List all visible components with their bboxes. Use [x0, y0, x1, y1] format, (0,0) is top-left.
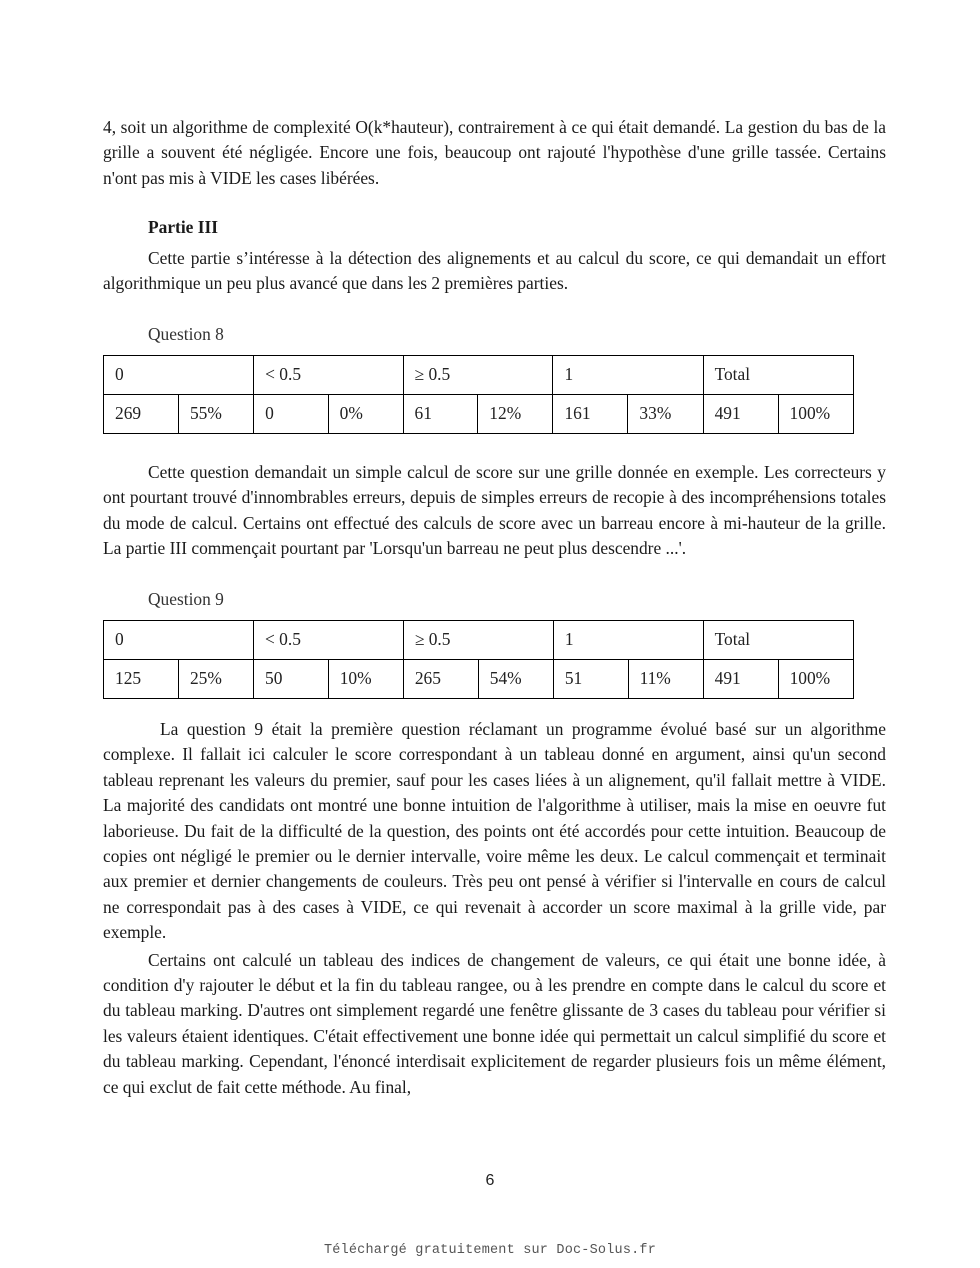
question-8-table: [103, 355, 854, 434]
table-cell: 125: [104, 659, 179, 698]
table-cell: 61: [403, 394, 478, 433]
page-number: 6: [485, 1172, 495, 1189]
table-cell: 33%: [628, 394, 703, 433]
table-cell: 55%: [178, 394, 253, 433]
table-row: [104, 659, 854, 698]
table-cell: 265: [403, 659, 478, 698]
table-cell: 11%: [628, 659, 703, 698]
question-8-label: Question 8: [148, 324, 224, 345]
table-header-cell: ≥ 0.5: [403, 620, 553, 659]
table-cell: 50: [254, 659, 329, 698]
table-cell: 100%: [778, 659, 853, 698]
question-9-label: Question 9: [148, 589, 224, 610]
paragraph-partie-intro: Cette partie s’intéresse à la détection des alignements et au calcul du score, ce qui demandait un effort algorithmique un peu plus avancé que dans les 2 premières parties.: [103, 247, 886, 294]
table-header-cell: 1: [553, 355, 703, 394]
table-header-row: [104, 620, 854, 659]
table-cell: 51: [553, 659, 628, 698]
page-body: [103, 115, 886, 1100]
table-header-cell: 0: [104, 620, 254, 659]
table-cell: 161: [553, 394, 628, 433]
table-cell: 25%: [178, 659, 253, 698]
table-cell: 10%: [328, 659, 403, 698]
table-cell: 269: [104, 394, 179, 433]
table-row: [104, 394, 854, 433]
footer-watermark: Téléchargé gratuitement sur Doc-Solus.fr: [323, 1243, 657, 1258]
table-cell: 54%: [478, 659, 553, 698]
paragraph-continuation: 4, soit un algorithme de complexité O(k*hauteur), contrairement à ce qui était demandé. La gestion du bas de la grille a souvent été négligée. Encore une fois, beaucoup ont rajouté l'hypothèse d'une grille tassée. Certains n'ont pas mis à VIDE les cases libérées.: [103, 117, 886, 188]
table-header-cell: 1: [553, 620, 703, 659]
table-cell: 0: [254, 394, 329, 433]
table-header-row: [104, 355, 854, 394]
table-cell: 491: [703, 394, 778, 433]
table-header-cell: 0: [104, 355, 254, 394]
table-header-cell: Total: [703, 355, 853, 394]
table-cell: 12%: [478, 394, 553, 433]
question-9-table: [103, 620, 854, 699]
table-header-cell: < 0.5: [254, 355, 403, 394]
table-header-cell: Total: [703, 620, 853, 659]
paragraph-question-9: La question 9 était la première question réclamant un programme évolué basé sur un algorithme complexe. Il fallait ici calculer le score correspondant à un tableau donné en argument, ainsi qu'un second tableau reprenant les valeurs du premier, sauf pour les cases liées à un alignement, qu'il fallait mettre à VIDE. La majorité des candidats ont montré une bonne intuition de l'algorithme à utiliser, mais la mise en oeuvre fut laborieuse. Du fait de la difficulté de la question, des points ont été accordés pour cette intuition. Beaucoup de copies ont négligé le premier ou le dernier intervalle, voire même les deux. Le calcul commençait et terminait aux premier et dernier changements de couleurs. Très peu ont pensé à vérifier si l'intervalle en cours de calcul ne correspondait pas à des cases à VIDE, ce qui revenait à accorder un score maximal à la grille vide, par exemple.: [103, 718, 886, 943]
paragraph-question-8: Cette question demandait un simple calcul de score sur une grille donnée en exemple. Les correcteurs y ont pourtant trouvé d'innombrables erreurs, depuis de simples erreurs de recopie à des incompréhensions totales du mode de calcul. Certains ont effectué des calculs de score avec un barreau encore à mi-hauteur de la grille. La partie III commençait pourtant par 'Lorsqu'un barreau ne peut plus descendre ...'.: [103, 461, 886, 559]
section-heading: Partie III: [148, 217, 219, 238]
paragraph-question-9-continued: Certains ont calculé un tableau des indices de changement de valeurs, ce qui était une bonne idée, à condition d'y rajouter le début et la fin du tableau rangee, ou à les prendre en compte dans le calcul du score et du tableau marking. D'autres ont simplement regardé une fenêtre glissante de 3 cases du tableau pour vérifier si les valeurs étaient identiques. C'était effectivement une bonne idée qui permettait un calcul simplifié du score et du tableau marking. Cependant, l'énoncé interdisait explicitement de regarder plusieurs fois un même élément, ce qui exclut de fait cette méthode. Au final,: [103, 949, 886, 1097]
table-header-cell: ≥ 0.5: [403, 355, 553, 394]
table-cell: 100%: [778, 394, 853, 433]
table-cell: 491: [703, 659, 778, 698]
table-cell: 0%: [328, 394, 403, 433]
table-header-cell: < 0.5: [254, 620, 404, 659]
